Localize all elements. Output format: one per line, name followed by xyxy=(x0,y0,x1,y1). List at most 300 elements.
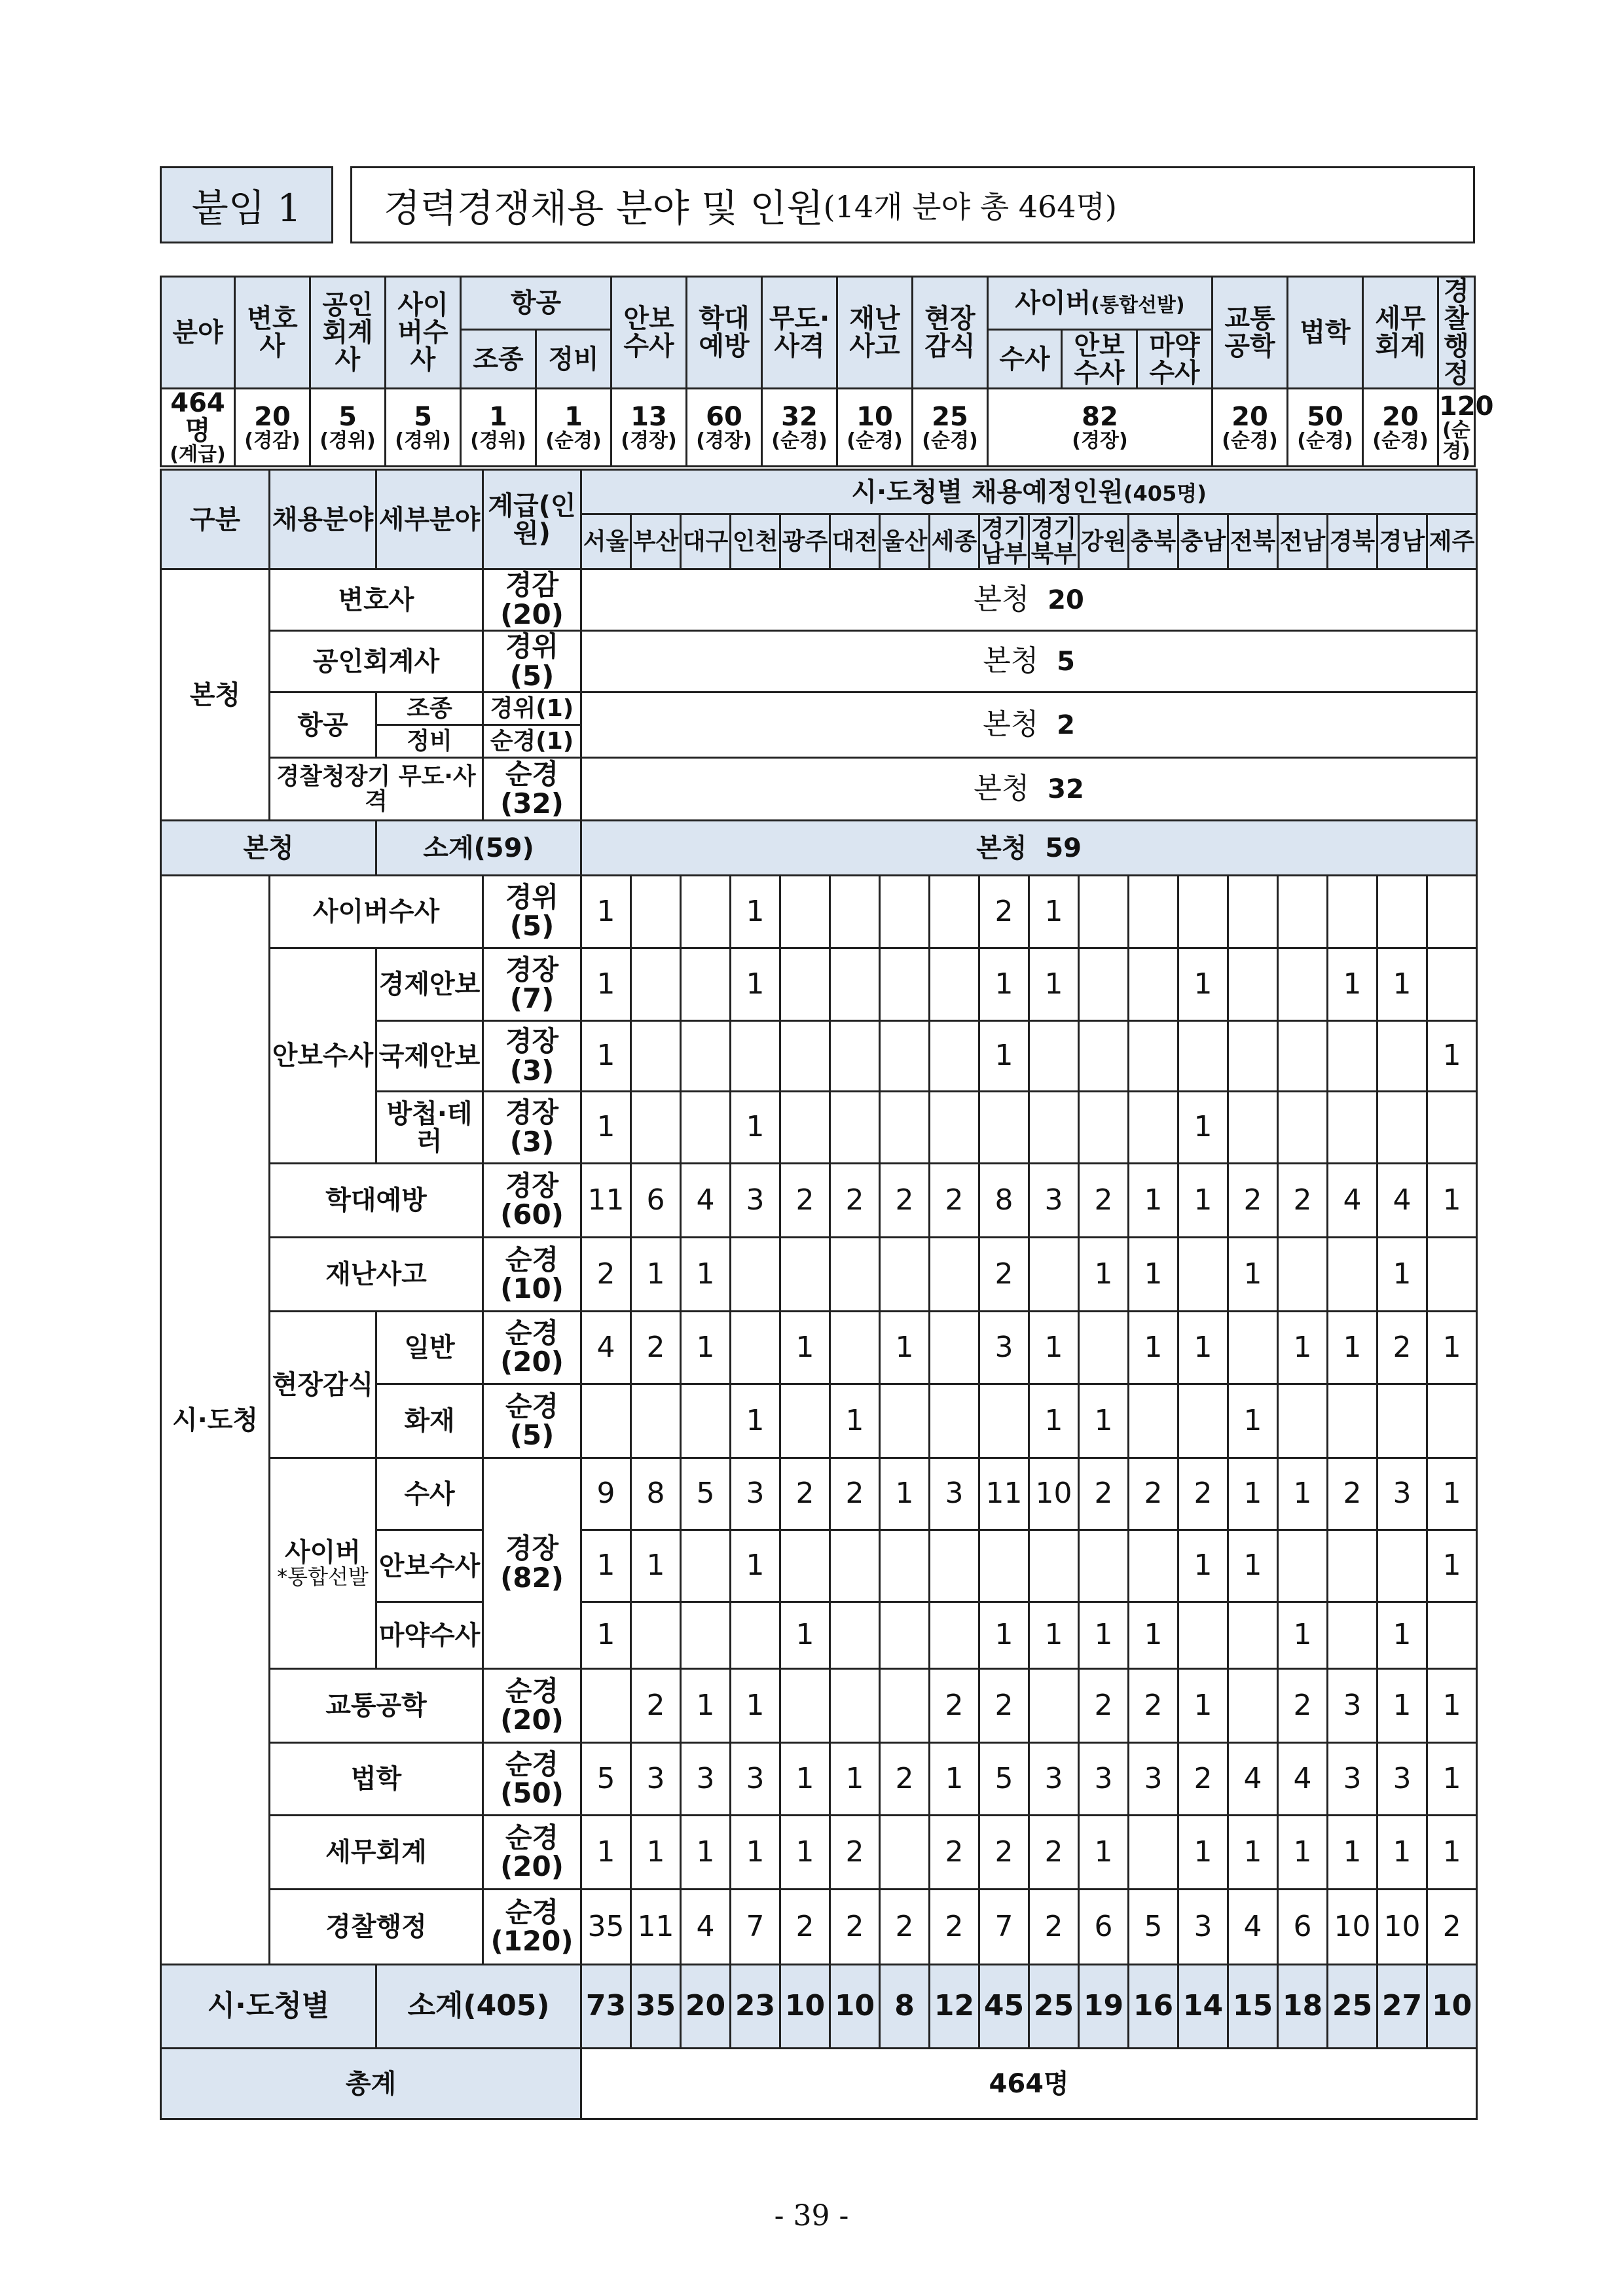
cell: 2 xyxy=(930,1164,979,1238)
cell: 7 xyxy=(731,1890,780,1965)
cell: 8 xyxy=(979,1164,1029,1238)
region-header: 부산 xyxy=(631,514,681,569)
cell: 1 xyxy=(1079,1602,1129,1669)
title-main-text: 경력경쟁채용 분야 및 인원 xyxy=(384,186,824,230)
count-rank: (순경) xyxy=(847,429,903,452)
cell xyxy=(1029,1530,1079,1602)
cell: 1 xyxy=(581,1092,631,1164)
cell: 2 xyxy=(1427,1890,1477,1965)
count-value: 82 xyxy=(1082,402,1118,432)
cell: 11 xyxy=(979,1458,1029,1530)
cell: 1 xyxy=(1178,1164,1228,1238)
count-value: 1 xyxy=(489,402,507,432)
cell xyxy=(1328,1384,1377,1458)
cell xyxy=(1129,1021,1178,1092)
cell: 1 xyxy=(780,1602,830,1669)
cell: 2 xyxy=(830,1458,880,1530)
cell xyxy=(1328,1021,1377,1092)
cell: 3 xyxy=(1328,1669,1377,1743)
cell: 1 xyxy=(731,1816,780,1890)
cell: 1 xyxy=(731,1384,780,1458)
region-header: 서울 xyxy=(581,514,631,569)
cell xyxy=(1178,876,1228,948)
subfield-drug-inv: 마약수사 xyxy=(376,1602,483,1669)
hq-field: 경찰청장기 무도·사격 xyxy=(270,758,483,821)
cell xyxy=(1079,1530,1129,1602)
header-field: 채용분야 xyxy=(270,470,376,569)
cell xyxy=(1129,1384,1178,1458)
subfield-sec-inv: 안보수사 xyxy=(376,1530,483,1602)
count-rank: (순경) xyxy=(1372,429,1429,452)
count-value: 25 xyxy=(932,402,968,432)
regional-count: (405명) xyxy=(1123,480,1207,506)
cell: 10 xyxy=(1328,1890,1377,1965)
cell: 1 xyxy=(731,1669,780,1743)
cell xyxy=(1328,1092,1377,1164)
cell: 1 xyxy=(1328,1312,1377,1384)
summary-lawyer: 변호사 xyxy=(235,277,310,389)
cell: 1 xyxy=(979,1602,1029,1669)
cell: 3 xyxy=(681,1743,731,1816)
region-header: 경남 xyxy=(1377,514,1427,569)
field-school: 학대예방 xyxy=(270,1164,483,1238)
summary-cyber-integrated xyxy=(988,277,1213,330)
cell: 1 xyxy=(1178,1092,1228,1164)
count-cell xyxy=(611,389,687,467)
cell: 10 xyxy=(1377,1890,1427,1965)
regional-subtotal-row xyxy=(161,1965,1477,2049)
cell: 1 xyxy=(731,876,780,948)
cell: 1 xyxy=(1328,948,1377,1021)
cell xyxy=(830,1021,880,1092)
field-disaster: 재난사고 xyxy=(270,1238,483,1312)
cell: 1 xyxy=(1228,1816,1278,1890)
summary-aviation: 항공 xyxy=(461,277,611,330)
cell xyxy=(1278,1021,1328,1092)
cell: 11 xyxy=(581,1164,631,1238)
row-law xyxy=(161,1743,1477,1816)
rank-admin: 순경(120) xyxy=(483,1890,581,1965)
cell: 1 xyxy=(581,1602,631,1669)
subtotal-cell: 35 xyxy=(631,1965,681,2049)
cell: 3 xyxy=(1178,1890,1228,1965)
rank-general: 순경(20) xyxy=(483,1312,581,1384)
cell xyxy=(1079,876,1129,948)
count-rank: (순경) xyxy=(1222,429,1278,452)
hq-field: 항공 xyxy=(270,692,376,758)
cell: 1 xyxy=(1178,1312,1228,1384)
cell: 1 xyxy=(631,1238,681,1312)
cell: 2 xyxy=(1278,1164,1328,1238)
cell: 2 xyxy=(979,1238,1029,1312)
subfield-intl: 국제안보 xyxy=(376,1021,483,1092)
cell xyxy=(1328,876,1377,948)
cell: 3 xyxy=(1129,1743,1178,1816)
cell: 35 xyxy=(581,1890,631,1965)
count-cell xyxy=(1288,389,1363,467)
cell xyxy=(780,1092,830,1164)
subtotal-cell: 73 xyxy=(581,1965,631,2049)
cell xyxy=(930,1021,979,1092)
cell: 1 xyxy=(1228,1530,1278,1602)
subtotal-cell: 19 xyxy=(1079,1965,1129,2049)
cell: 1 xyxy=(1228,1384,1278,1458)
cell: 2 xyxy=(1129,1669,1178,1743)
cell: 1 xyxy=(1029,876,1079,948)
cell xyxy=(631,1021,681,1092)
cell xyxy=(681,1384,731,1458)
cell xyxy=(1278,1384,1328,1458)
field-cyber-int xyxy=(270,1458,376,1669)
subtotal-cell: 14 xyxy=(1178,1965,1228,2049)
cell xyxy=(1427,1092,1477,1164)
region-header: 경기남부 xyxy=(979,514,1029,569)
cell: 1 xyxy=(1278,1816,1328,1890)
cell: 1 xyxy=(1029,1384,1079,1458)
cell: 3 xyxy=(1328,1743,1377,1816)
cell xyxy=(880,1816,930,1890)
hq-allocation xyxy=(581,569,1477,631)
regional-subtotal-label: 시·도청별 xyxy=(161,1965,376,2049)
cell: 1 xyxy=(581,1530,631,1602)
rank-cyber-int: 경장(82) xyxy=(483,1458,581,1669)
cell xyxy=(930,1530,979,1602)
row-econ xyxy=(161,948,1477,1021)
count-value: 32 xyxy=(781,402,818,432)
cell xyxy=(1278,1092,1328,1164)
rank-terror: 경장(3) xyxy=(483,1092,581,1164)
hq-subtotal-label: 본청 xyxy=(161,821,376,876)
cell: 2 xyxy=(930,1669,979,1743)
field-site: 현장감식 xyxy=(270,1312,376,1458)
cell: 2 xyxy=(780,1164,830,1238)
count-value: 5 xyxy=(414,402,432,432)
cell: 1 xyxy=(1427,1669,1477,1743)
field-traffic: 교통공학 xyxy=(270,1669,483,1743)
header-rank: 계급(인원) xyxy=(483,470,581,569)
count-value: 20 xyxy=(1382,402,1419,432)
cell: 2 xyxy=(1228,1164,1278,1238)
cell xyxy=(1178,1602,1228,1669)
summary-table xyxy=(160,276,1494,467)
rank-traffic: 순경(20) xyxy=(483,1669,581,1743)
row-school xyxy=(161,1164,1477,1238)
summary-martial: 무도·사격 xyxy=(762,277,837,389)
count-cell xyxy=(235,389,310,467)
cell: 3 xyxy=(1079,1743,1129,1816)
cell xyxy=(830,1530,880,1602)
summary-cpa: 공인회계사 xyxy=(310,277,386,389)
region-header: 인천 xyxy=(731,514,780,569)
grand-total-label: 총계 xyxy=(161,2049,581,2119)
cell: 1 xyxy=(1377,1816,1427,1890)
cell: 6 xyxy=(1079,1890,1129,1965)
count-value: 20 xyxy=(1231,402,1268,432)
cell: 2 xyxy=(930,1816,979,1890)
hq-rank: 경위(5) xyxy=(483,631,581,692)
rank-tax: 순경(20) xyxy=(483,1816,581,1890)
region-header: 세종 xyxy=(930,514,979,569)
cell: 2 xyxy=(631,1669,681,1743)
hq-num: 59 xyxy=(1045,833,1082,863)
cell: 1 xyxy=(1079,1238,1129,1312)
cell: 1 xyxy=(1278,1312,1328,1384)
document-title xyxy=(350,166,1475,243)
hq-lawyer-row xyxy=(161,569,1477,631)
cell: 3 xyxy=(731,1458,780,1530)
cyber-int-label: 사이버 xyxy=(1015,288,1091,319)
hq-subfield: 정비 xyxy=(376,725,483,758)
cell: 1 xyxy=(1178,1530,1228,1602)
count-rank: (경장) xyxy=(621,429,677,452)
cell xyxy=(581,1669,631,1743)
cell xyxy=(631,1092,681,1164)
cell: 4 xyxy=(1377,1164,1427,1238)
cell xyxy=(1029,1238,1079,1312)
cell: 1 xyxy=(830,1384,880,1458)
regional-division-label: 시·도청 xyxy=(161,876,270,1965)
cell: 1 xyxy=(1029,1602,1079,1669)
cell: 1 xyxy=(681,1238,731,1312)
cell: 1 xyxy=(1079,1384,1129,1458)
subtotal-cell: 10 xyxy=(1427,1965,1477,2049)
cell xyxy=(1377,1092,1427,1164)
cell xyxy=(930,948,979,1021)
cell: 1 xyxy=(1129,1312,1178,1384)
summary-sec-inv: 안보수사 xyxy=(1062,330,1137,389)
subfield-general: 일반 xyxy=(376,1312,483,1384)
hq-field: 변호사 xyxy=(270,569,483,631)
cell: 5 xyxy=(1129,1890,1178,1965)
title-sub-text: (14개 분야 총 464명) xyxy=(823,189,1117,224)
count-cell xyxy=(913,389,988,467)
cell xyxy=(1029,1021,1079,1092)
cell xyxy=(1427,1602,1477,1669)
hq-text: 본청 xyxy=(974,772,1030,806)
summary-cyber: 사이버수사 xyxy=(386,277,461,389)
regional-subtotal-sum: 소계(405) xyxy=(376,1965,581,2049)
grand-total-row xyxy=(161,2049,1477,2119)
cell: 2 xyxy=(1328,1458,1377,1530)
cell xyxy=(1079,1092,1129,1164)
attachment-text: 붙임 1 xyxy=(191,186,302,230)
count-cell xyxy=(1438,389,1494,467)
summary-school: 학대예방 xyxy=(687,277,762,389)
summary-police-admin: 경찰행정 xyxy=(1438,277,1475,389)
hq-text: 본청 xyxy=(983,644,1039,678)
cell xyxy=(1377,876,1427,948)
cell xyxy=(830,1238,880,1312)
hq-text: 본청 xyxy=(976,833,1027,863)
field-security: 안보수사 xyxy=(270,948,376,1164)
cell: 1 xyxy=(979,1021,1029,1092)
cell xyxy=(880,1602,930,1669)
cell: 4 xyxy=(1278,1743,1328,1816)
subtotal-cell: 23 xyxy=(731,1965,780,2049)
region-header: 울산 xyxy=(880,514,930,569)
hq-cpa-row xyxy=(161,631,1477,692)
region-header: 경기북부 xyxy=(1029,514,1079,569)
cell xyxy=(780,876,830,948)
allocation-table xyxy=(160,469,1478,2120)
count-value: 50 xyxy=(1307,402,1343,432)
hq-martial-row xyxy=(161,758,1477,821)
cell: 5 xyxy=(581,1743,631,1816)
hq-field: 공인회계사 xyxy=(270,631,483,692)
cell: 5 xyxy=(979,1743,1029,1816)
subtotal-cell: 20 xyxy=(681,1965,731,2049)
cell xyxy=(1079,1021,1129,1092)
field-cyber: 사이버수사 xyxy=(270,876,483,948)
rank-fire: 순경(5) xyxy=(483,1384,581,1458)
region-header: 충북 xyxy=(1129,514,1178,569)
cell xyxy=(1328,1602,1377,1669)
cell: 7 xyxy=(979,1890,1029,1965)
cell: 6 xyxy=(1278,1890,1328,1965)
cell: 2 xyxy=(780,1458,830,1530)
cell: 1 xyxy=(1278,1602,1328,1669)
regional-label: 시·도청별 채용예정인원 xyxy=(851,476,1123,507)
cyber-int-note: *통합선발 xyxy=(277,1564,369,1589)
cell xyxy=(1079,948,1129,1021)
count-value: 464명 xyxy=(170,388,225,446)
subtotal-cell: 45 xyxy=(979,1965,1029,2049)
row-inv xyxy=(161,1458,1477,1530)
cell: 4 xyxy=(1328,1164,1377,1238)
cell: 2 xyxy=(1029,1890,1079,1965)
subtotal-cell: 10 xyxy=(780,1965,830,2049)
cell xyxy=(681,1530,731,1602)
count-rank: (경장) xyxy=(696,429,752,452)
cell xyxy=(1278,1238,1328,1312)
hq-allocation xyxy=(581,631,1477,692)
cell xyxy=(631,1602,681,1669)
cell xyxy=(1228,876,1278,948)
cell: 2 xyxy=(930,1890,979,1965)
count-value: 1 xyxy=(564,402,583,432)
count-value: 13 xyxy=(630,402,667,432)
count-cell xyxy=(687,389,762,467)
cell xyxy=(979,1092,1029,1164)
cell: 3 xyxy=(731,1743,780,1816)
cell xyxy=(880,1021,930,1092)
cell: 1 xyxy=(731,948,780,1021)
cell: 1 xyxy=(681,1312,731,1384)
cell xyxy=(780,1530,830,1602)
cell: 2 xyxy=(631,1312,681,1384)
region-header: 충남 xyxy=(1178,514,1228,569)
cell: 1 xyxy=(1278,1458,1328,1530)
cell: 1 xyxy=(780,1816,830,1890)
subtotal-cell: 18 xyxy=(1278,1965,1328,2049)
cell xyxy=(1278,876,1328,948)
cell xyxy=(681,1021,731,1092)
cell xyxy=(1228,948,1278,1021)
hq-rank: 경위(1) xyxy=(483,692,581,725)
cell: 1 xyxy=(1377,1602,1427,1669)
hq-allocation xyxy=(581,758,1477,821)
cell: 1 xyxy=(1079,1816,1129,1890)
cell: 2 xyxy=(1029,1816,1079,1890)
cell xyxy=(1278,948,1328,1021)
cell: 1 xyxy=(880,1458,930,1530)
cell: 1 xyxy=(1427,1816,1477,1890)
region-header: 전남 xyxy=(1278,514,1328,569)
summary-inv: 수사 xyxy=(988,330,1062,389)
cell xyxy=(780,948,830,1021)
summary-security: 안보수사 xyxy=(611,277,687,389)
count-cell xyxy=(762,389,837,467)
cell xyxy=(780,1238,830,1312)
cell: 3 xyxy=(1029,1743,1079,1816)
count-cell xyxy=(988,389,1213,467)
count-cell xyxy=(461,389,536,467)
region-header: 강원 xyxy=(1079,514,1129,569)
cell: 2 xyxy=(1079,1669,1129,1743)
count-rank: (계급) xyxy=(170,443,226,466)
subfield-terror: 방첩·테러 xyxy=(376,1092,483,1164)
cell: 2 xyxy=(979,1669,1029,1743)
cell: 1 xyxy=(1427,1312,1477,1384)
hq-text: 본청 xyxy=(974,583,1030,617)
header-subfield: 세부분야 xyxy=(376,470,483,569)
cell xyxy=(631,948,681,1021)
count-value: 10 xyxy=(856,402,893,432)
cell xyxy=(979,1384,1029,1458)
summary-field-header: 분야 xyxy=(161,277,235,389)
cell xyxy=(1129,876,1178,948)
cell: 2 xyxy=(1079,1458,1129,1530)
field-tax: 세무회계 xyxy=(270,1816,483,1890)
subtotal-cell: 25 xyxy=(1029,1965,1079,2049)
row-general xyxy=(161,1312,1477,1384)
cell: 1 xyxy=(1228,1238,1278,1312)
cell xyxy=(880,1092,930,1164)
cell xyxy=(930,1312,979,1384)
cell xyxy=(1278,1530,1328,1602)
cell: 2 xyxy=(979,876,1029,948)
hq-rank: 순경(1) xyxy=(483,725,581,758)
cell xyxy=(1377,1384,1427,1458)
cell: 10 xyxy=(1029,1458,1079,1530)
subtotal-cell: 12 xyxy=(930,1965,979,2049)
cell: 1 xyxy=(1427,1021,1477,1092)
summary-tax: 세무회계 xyxy=(1363,277,1438,389)
row-admin xyxy=(161,1890,1477,1965)
region-header: 제주 xyxy=(1427,514,1477,569)
hq-subfield: 조종 xyxy=(376,692,483,725)
row-disaster xyxy=(161,1238,1477,1312)
cell xyxy=(1228,1092,1278,1164)
count-rank: (순경) xyxy=(1297,429,1353,452)
hq-num: 5 xyxy=(1057,647,1075,677)
hq-num: 2 xyxy=(1057,710,1075,741)
cell: 1 xyxy=(731,1092,780,1164)
cell xyxy=(880,1238,930,1312)
hq-num: 32 xyxy=(1048,774,1084,805)
subtotal-cell: 25 xyxy=(1328,1965,1377,2049)
header-regional xyxy=(581,470,1477,514)
cell: 4 xyxy=(681,1164,731,1238)
cell: 1 xyxy=(780,1312,830,1384)
cell: 8 xyxy=(631,1458,681,1530)
count-cell xyxy=(310,389,386,467)
rank-intl: 경장(3) xyxy=(483,1021,581,1092)
hq-allocation xyxy=(581,692,1477,758)
cell: 2 xyxy=(880,1743,930,1816)
cell: 11 xyxy=(631,1890,681,1965)
cell: 2 xyxy=(1377,1312,1427,1384)
